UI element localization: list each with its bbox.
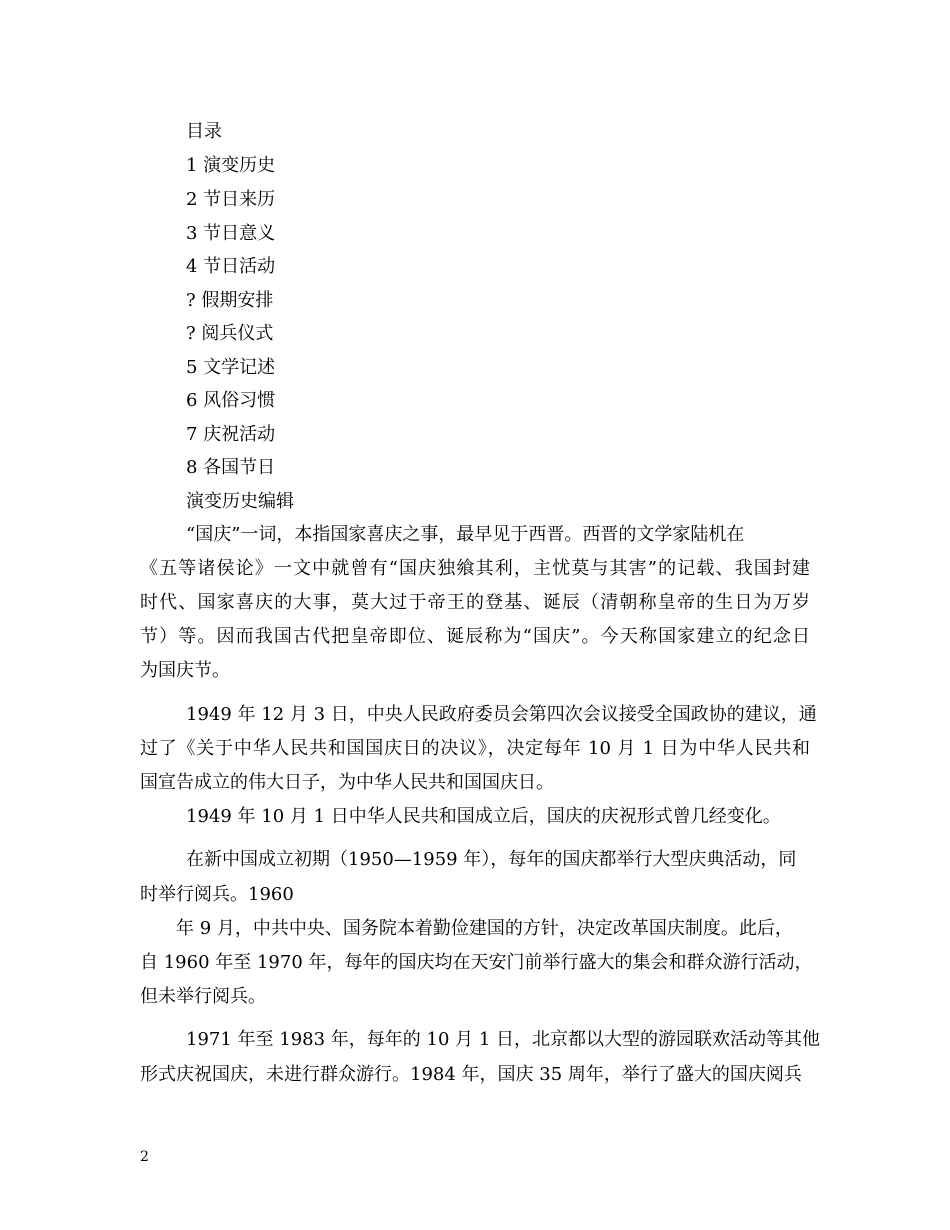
- paragraph-line: 形式庆祝国庆，未进行群众游行。1984 年，国庆 35 周年，举行了盛大的国庆阅兵: [140, 1064, 802, 1085]
- toc-item: 5 文学记述: [186, 357, 276, 378]
- paragraph-line: 国宣告成立的伟大日子，为中华人民共和国国庆日。: [140, 772, 554, 793]
- page-number: 2: [140, 1149, 149, 1165]
- paragraph-line: 年 9 月，中共中央、国务院本着勤俭建国的方针，决定改革国庆制度。此后，: [176, 918, 793, 939]
- paragraph-line: 为国庆节。: [140, 660, 230, 681]
- toc-item: 2 节日来历: [186, 189, 276, 210]
- section-heading: 演变历史编辑: [186, 491, 294, 512]
- toc-item: 8 各国节日: [186, 457, 276, 478]
- paragraph-line: 1949 年 12 月 3 日，中央人民政府委员会第四次会议接受全国政协的建议，通: [186, 704, 817, 725]
- paragraph-line: 但未举行阅兵。: [140, 986, 266, 1007]
- toc-item: 7 庆祝活动: [186, 424, 276, 445]
- paragraph-line: “国庆”一词，本指国家喜庆之事，最早见于西晋。西晋的文学家陆机在: [186, 524, 745, 545]
- paragraph-line: 时举行阅兵。1960: [140, 884, 294, 905]
- toc-title: 目录: [186, 121, 222, 142]
- toc-item: ? 假期安排: [186, 290, 274, 311]
- paragraph-line: 1971 年至 1983 年，每年的 10 月 1 日，北京都以大型的游园联欢活动等其他: [186, 1029, 821, 1050]
- toc-item: 6 风俗习惯: [186, 390, 276, 411]
- paragraph-line: 自 1960 年至 1970 年，每年的国庆均在天安门前举行盛大的集会和群众游行活动，: [140, 952, 813, 973]
- paragraph-line: 过了《关于中华人民共和国国庆日的决议》，决定每年 10 月 1 日为中华人民共和: [140, 738, 810, 759]
- paragraph-line: 1949 年 10 月 1 日中华人民共和国成立后，国庆的庆祝形式曾几经变化。: [186, 806, 781, 827]
- toc-item: 1 演变历史: [186, 155, 276, 176]
- paragraph-line: 《五等诸侯论》一文中就曾有“国庆独飨其利，主忧莫与其害”的记载、我国封建: [140, 558, 810, 579]
- paragraph-line: 时代、国家喜庆的大事，莫大过于帝王的登基、诞辰（清朝称皇帝的生日为万岁: [140, 592, 810, 613]
- toc-item: 3 节日意义: [186, 223, 276, 244]
- toc-item: 4 节日活动: [186, 256, 276, 277]
- toc-item: ? 阅兵仪式: [186, 323, 274, 344]
- paragraph-line: 节）等。因而我国古代把皇帝即位、诞辰称为“国庆”。今天称国家建立的纪念日: [140, 626, 810, 647]
- paragraph-line: 在新中国成立初期（1950—1959 年），每年的国庆都举行大型庆典活动，同: [186, 849, 797, 870]
